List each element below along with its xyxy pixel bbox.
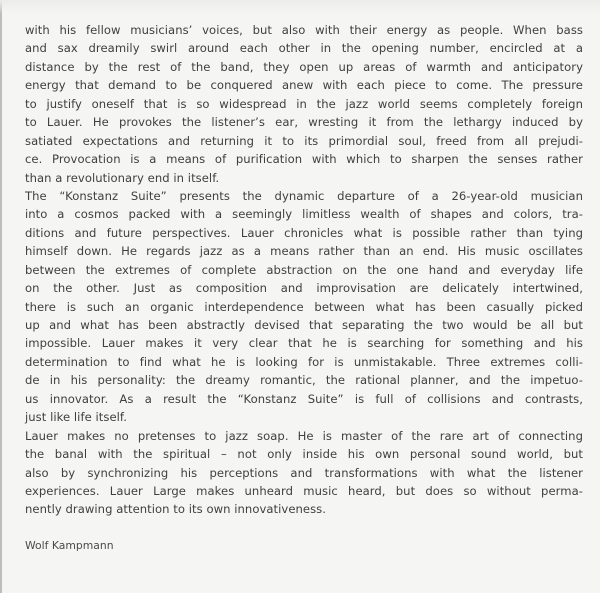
text-line: The “Konstanz Suite” presents the dynamic departure of a 26-year-old musician xyxy=(25,188,583,203)
text-line: there is such an organic interdependence between what has been casually picked xyxy=(25,299,583,314)
liner-notes-text xyxy=(25,21,583,519)
paragraph-3 xyxy=(25,427,583,519)
text-line: into a cosmos packed with a seemingly limitless wealth of shapes and colors, tra- xyxy=(25,207,583,222)
author-signature: Wolf Kampmann xyxy=(25,539,114,552)
text-line: the banal with the spiritual – not only inside his own personal sound world, but xyxy=(25,447,583,462)
text-line: with his fellow musicians’ voices, but also with their energy as people. When bass xyxy=(25,23,583,37)
text-line: ditions and future perspectives. Lauer chronicles what is possible rather than tying xyxy=(25,225,583,240)
text-line: impossible. Lauer makes it very clear that he is searching for something and his xyxy=(25,336,583,351)
text-line: than a revolutionary end in itself. xyxy=(25,170,220,185)
top-shade xyxy=(0,0,600,14)
text-line: himself down. He regards jazz as a means rather than an end. His music oscillates xyxy=(25,244,583,259)
text-line: to justify oneself that is so widespread in the jazz world seems completely foreign xyxy=(25,96,583,111)
text-line: to Lauer. He provokes the listener’s ear, wresting it from the lethargy induced by xyxy=(25,115,583,130)
text-line: determination to find what he is looking for is unmistakable. Three extremes colli- xyxy=(25,354,583,369)
text-line: between the extremes of complete abstraction on the one hand and everyday life xyxy=(25,262,583,277)
text-line: up and what has been abstractly devised that separating the two would be all but xyxy=(25,318,583,332)
text-line: on the other. Just as composition and improvisation are delicately intertwined, xyxy=(25,281,583,296)
text-line: also by synchronizing his perceptions and transformations with what the listener xyxy=(25,465,583,480)
text-line: energy that demand to be conquered anew with each piece to come. The pressure xyxy=(25,78,583,93)
paragraph-1 xyxy=(25,21,583,187)
text-line: nently drawing attention to its own innovativeness. xyxy=(25,502,326,517)
text-line: satiated expectations and returning it to its primordial soul, freed from all prejudi- xyxy=(25,133,583,148)
paragraph-2 xyxy=(25,187,583,427)
text-line: Lauer makes no pretenses to jazz soap. He is master of the rare art of connecting xyxy=(25,428,583,443)
text-line: us innovator. As a result the “Konstanz Suite” is full of collisions and contrasts, xyxy=(25,391,583,406)
text-line: and sax dreamily swirl around each other in the opening number, encircled at a xyxy=(25,41,583,56)
page-edge-shadow xyxy=(0,0,2,593)
text-line: ce. Provocation is a means of purification with which to sharpen the senses rather xyxy=(25,152,583,167)
text-line: distance by the rest of the band, they open up areas of warmth and anticipatory xyxy=(25,59,583,74)
text-line: just like life itself. xyxy=(25,410,127,425)
text-line: de in his personality: the dreamy romantic, the rational planner, and the impetuo- xyxy=(25,373,583,388)
text-line: experiences. Lauer Large makes unheard music heard, but does so without perma- xyxy=(25,483,583,498)
